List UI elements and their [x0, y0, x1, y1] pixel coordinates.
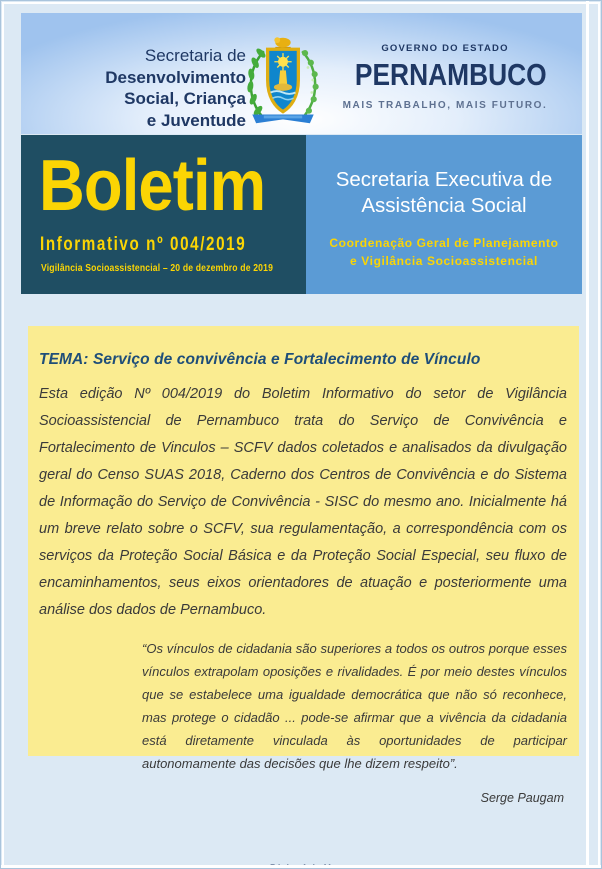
- coordination-subtitle: [329, 234, 558, 270]
- article-body: Esta edição Nº 004/2019 do Boletim Informativo do setor de Vigilância Socioassistencial de Pernambuco trata do Serviço de Convivência e Fortalecimento de Vinculos – SCFV dados coletados e analisados da divulgação geral do Censo SUAS 2018, Caderno dos Centros de Convivência e do Sistema de Informação do Serviço de Convivência - SISC do mesmo ano. Inicialmente há um breve relato sobre o SCFV, sua regulamentação, a correspondência com os serviços da Proteção Social Básica e da Proteção Social Especial, seu fluxo de encaminhamentos, seus eixos orientadores de atuação e posteriormente uma análise dos dados de Pernambuco.: [39, 386, 567, 618]
- coordination-line: e Vigilância Socioassistencial: [350, 254, 538, 268]
- bulletin-banner: [21, 135, 582, 294]
- bulletin-edition: Informativo nº 004/2019: [40, 234, 247, 255]
- theme-article-box: [28, 326, 579, 805]
- government-logo: [339, 43, 551, 111]
- secretariat-line: Secretaria de: [144, 46, 246, 65]
- page-bottom-edge-line: [1, 865, 601, 868]
- secretariat-line: e Juventude: [146, 110, 246, 130]
- institutional-header: [21, 13, 582, 134]
- government-slogan: MAIS TRABALHO, MAIS FUTURO.: [342, 100, 548, 111]
- page-right-edge-line: [586, 1, 589, 868]
- coordination-line: Coordenação Geral de Planejamento: [329, 236, 559, 250]
- government-kicker: GOVERNO DO ESTADO: [381, 43, 509, 54]
- department-title: [336, 167, 553, 219]
- department-title-line: Assistência Social: [361, 194, 527, 217]
- citation-quote: “Os vínculos de cidadania são superiores a todos os outros porque esses vínculos extrapolam oposições e rivalidades. É por meio destes vínculos que se estabelece uma igualdade democrática que não só reconhece, mas protege o cidadão ... pode-se afirmar que a vivência da cidadania está diretamente vinculada às oportunidades de participar autonomamente das decisões que lhe dizem respeito”.: [142, 641, 567, 771]
- secretariat-name: [36, 45, 246, 131]
- bulletin-title: Boletim: [39, 146, 266, 226]
- bulletin-dateline: Vigilância Socioassistencial – 20 de dezembro de 2019: [41, 262, 274, 274]
- state-name: PERNAMBUCO: [354, 57, 547, 92]
- bulletin-title-panel: [21, 135, 306, 294]
- pernambuco-coat-of-arms-icon: [235, 29, 331, 131]
- secretariat-line: Desenvolvimento: [105, 67, 246, 87]
- article-heading: TEMA: Serviço de convivência e Fortalecimento de Vínculo: [39, 351, 481, 368]
- department-title-line: Secretaria Executiva de: [335, 168, 553, 191]
- quote-author: Serge Paugam: [480, 791, 564, 805]
- secretariat-line: Social, Criança: [124, 89, 246, 108]
- department-panel: [306, 135, 582, 294]
